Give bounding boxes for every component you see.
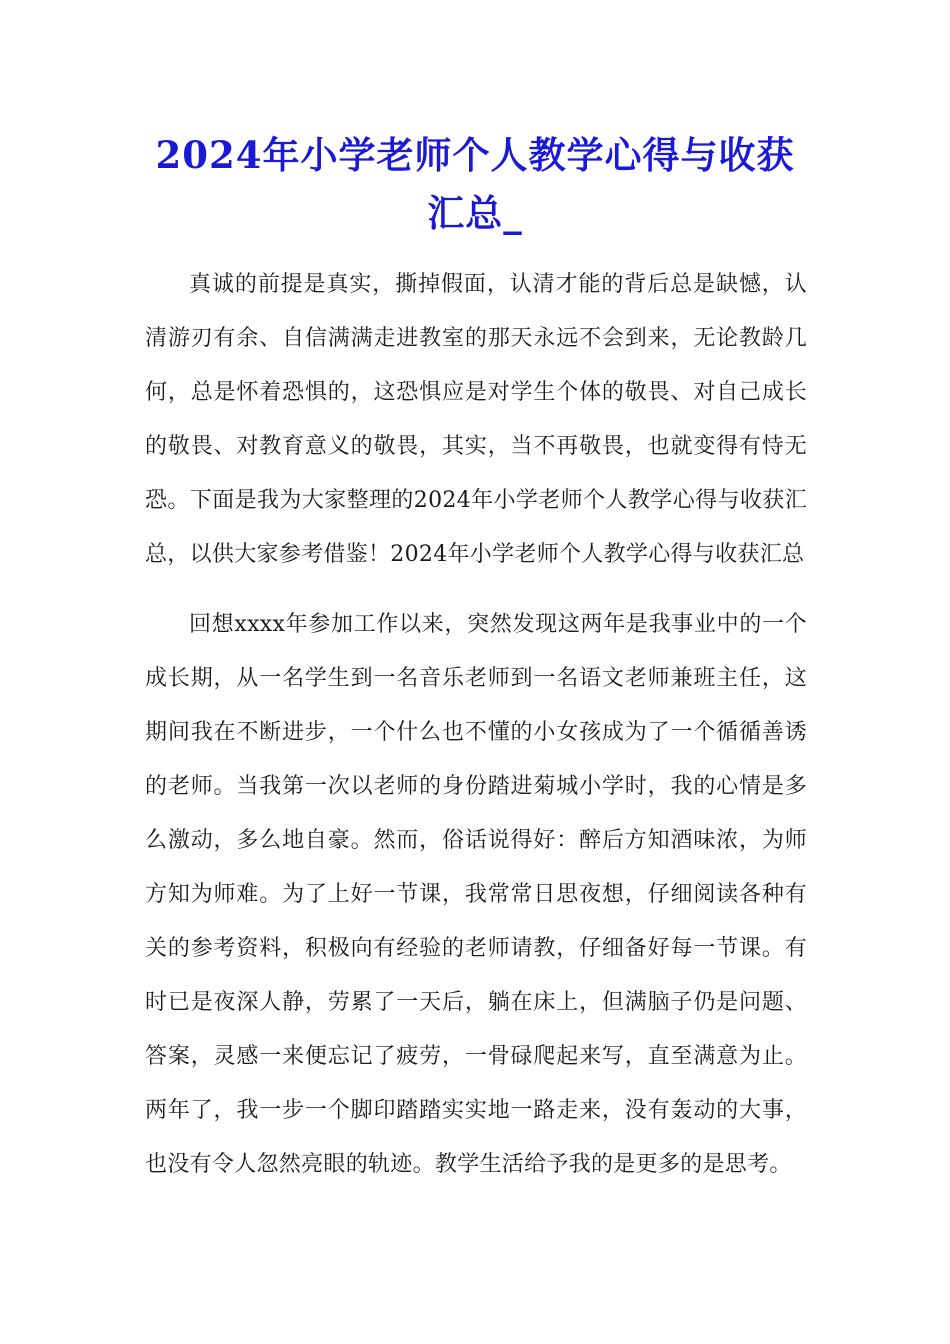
document-title: 2024年小学老师个人教学心得与收获汇总_ [155, 133, 795, 235]
body-paragraph-1: 真诚的前提是真实，撕掉假面，认清才能的背后总是缺憾，认清游刃有余、自信满满走进教室的那天永远不会到来，无论教龄几何，总是怀着恐惧的，这恐惧应是对学生个体的敬畏、对自己成长的敬畏、对教育意义的敬畏，其实，当不再敬畏，也就变得有恃无恐。下面是我为大家整理的2024年小学老师个人教学心得与收获汇总，以供大家参考借鉴！2024年小学老师个人教学心得与收获汇总 [145, 272, 807, 567]
body-paragraph-2: 回想xxxx年参加工作以来，突然发现这两年是我事业中的一个成长期，从一名学生到一名音乐老师到一名语文老师兼班主任，这期间我在不断进步，一个什么也不懂的小女孩成为了一个循循善诱的老师。当我第一次以老师的身份踏进菊城小学时，我的心情是多么激动，多么地自豪。然而，俗话说得好：醉后方知酒味浓，为师方知为师难。为了上好一节课，我常常日思夜想，仔细阅读各种有关的参考资料，积极向有经验的老师请教，仔细备好每一节课。有时已是夜深人静，劳累了一天后，躺在床上，但满脑子仍是问题、答案，灵感一来便忘记了疲劳，一骨碌爬起来写，直至满意为止。两年了，我一步一个脚印踏踏实实地一路走来，没有轰动的大事，也没有令人忽然亮眼的轨迹。教学生活给予我的是更多的是思考。 [145, 612, 807, 1177]
